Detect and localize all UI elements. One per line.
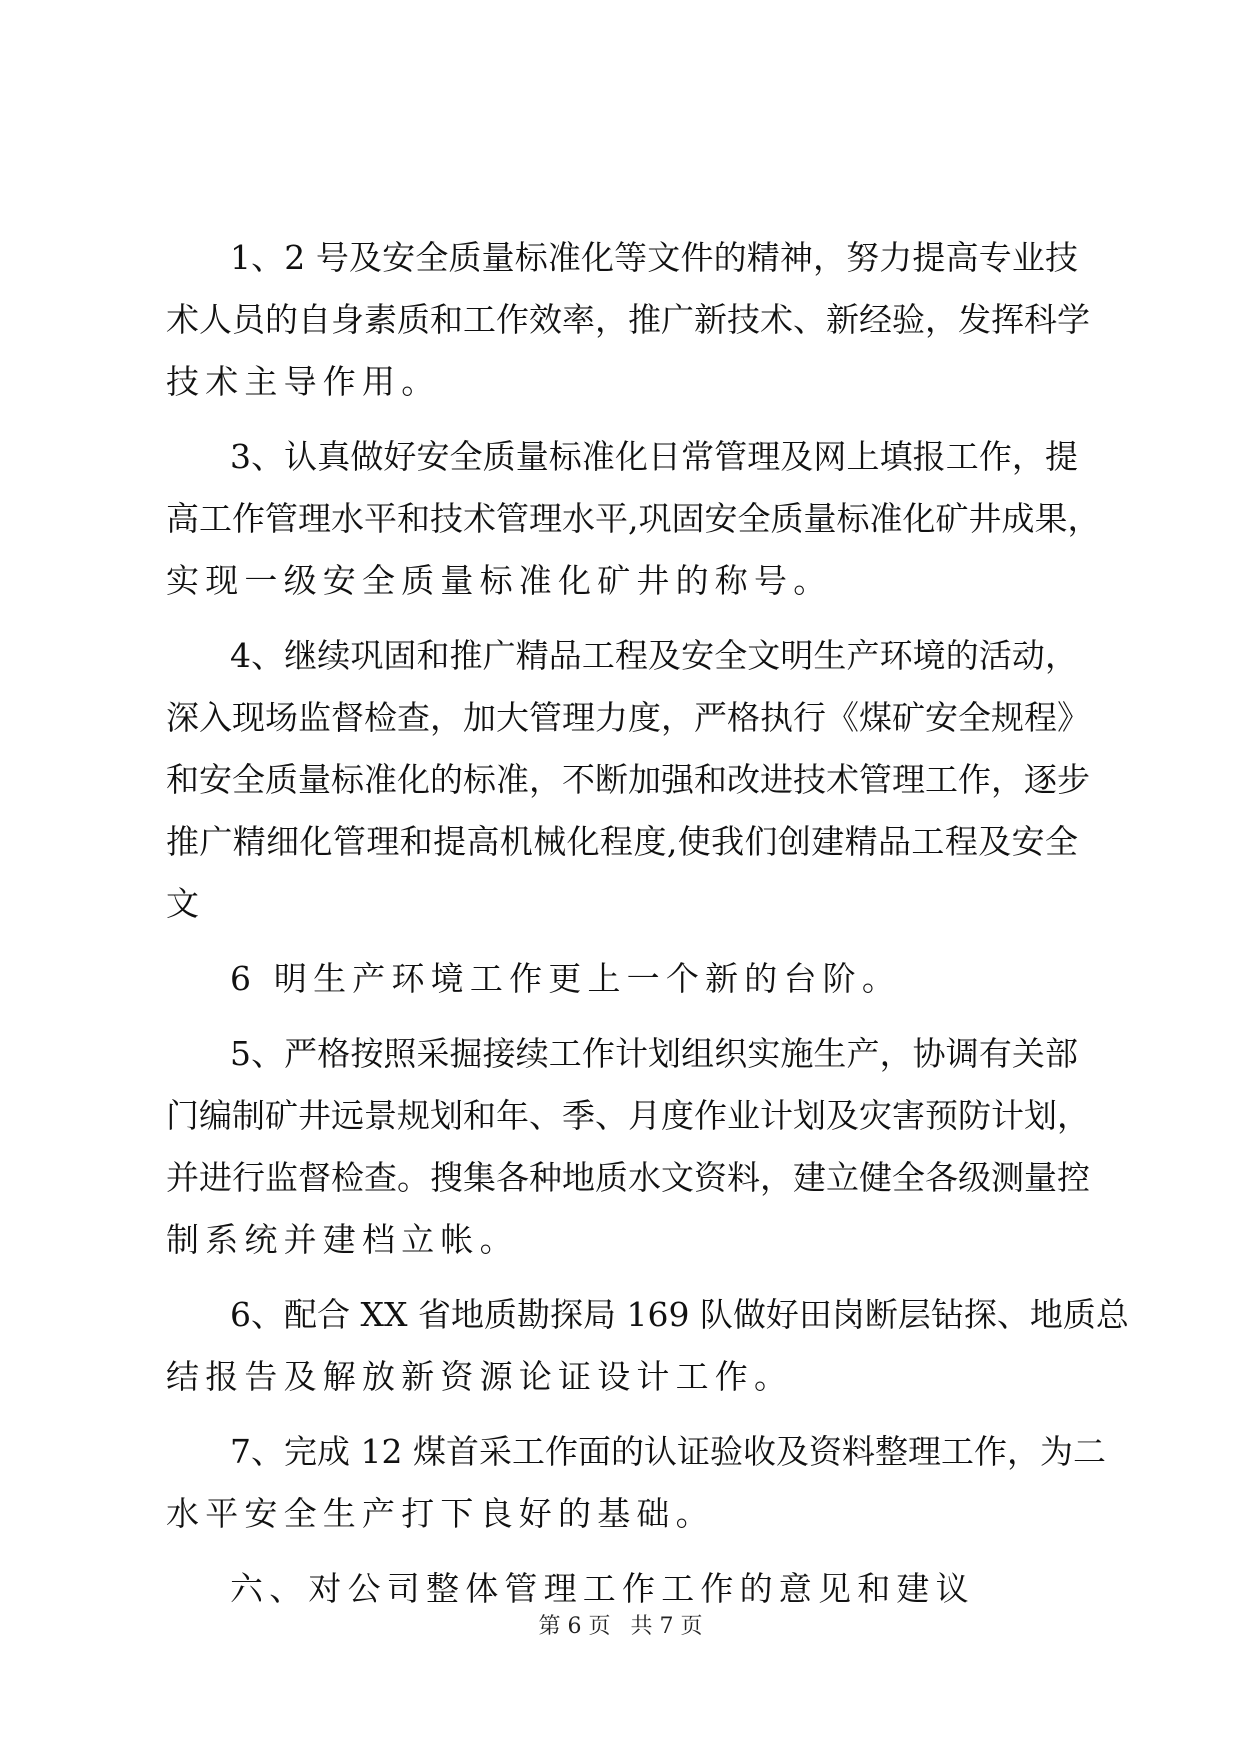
paragraph-2-line-2: 高工作管理水平和技术管理水平,巩固安全质量标准化矿井成果，	[166, 499, 1101, 538]
paragraph-1-line-2: 术人员的自身素质和工作效率，推广新技术、新经验，发挥科学	[166, 300, 1090, 339]
paragraph-2-line-3: 实现一级安全质量标准化矿井的称号。	[166, 561, 833, 600]
paragraph-5-line-1: 5、严格按照采掘接续工作计划组织实施生产，协调有关部	[230, 1034, 1078, 1073]
total-pages: 共 7 页	[630, 1614, 703, 1639]
page-number: 第 6 页	[538, 1614, 611, 1639]
paragraph-2-line-1: 3、认真做好安全质量标准化日常管理及网上填报工作，提	[230, 437, 1078, 476]
paragraph-3-line-5: 文	[166, 884, 206, 923]
paragraph-1-line-3: 技术主导作用。	[166, 362, 441, 401]
paragraph-1-line-1: 1、2 号及安全质量标准化等文件的精神，努力提高专业技	[230, 238, 1078, 277]
paragraph-5-line-3: 并进行监督检查。搜集各种地质水文资料，建立健全各级测量控	[166, 1158, 1090, 1197]
paragraph-3-line-3: 和安全质量标准化的标准，不断加强和改进技术管理工作，逐步	[166, 760, 1090, 799]
paragraph-5-line-2: 门编制矿井远景规划和年、季、月度作业计划及灾害预防计划，	[166, 1096, 1090, 1135]
paragraph-6-line-1: 6、配合 XX 省地质勘探局 169 队做好田岗断层钻探、地质总	[230, 1295, 1129, 1334]
paragraph-3-line-4: 推广精细化管理和提高机械化程度,使我们创建精品工程及安全	[166, 822, 1078, 861]
paragraph-7-line-1: 7、完成 12 煤首采工作面的认证验收及资料整理工作，为二	[230, 1432, 1106, 1471]
section-heading: 六、对公司整体管理工作工作的意见和建议	[230, 1569, 975, 1608]
paragraph-6-line-2: 结报告及解放新资源论证设计工作。	[166, 1357, 794, 1396]
paragraph-4-line-1: 6 明生产环境工作更上一个新的台阶。	[230, 959, 902, 998]
paragraph-3-line-1: 4、继续巩固和推广精品工程及安全文明生产环境的活动，	[230, 636, 1078, 675]
paragraph-5-line-4: 制系统并建档立帐。	[166, 1220, 519, 1259]
paragraph-3-line-2: 深入现场监督检查，加大管理力度，严格执行《煤矿安全规程》	[166, 698, 1090, 737]
paragraph-7-line-2: 水平安全生产打下良好的基础。	[166, 1494, 715, 1533]
page-footer	[0, 1612, 1241, 1642]
